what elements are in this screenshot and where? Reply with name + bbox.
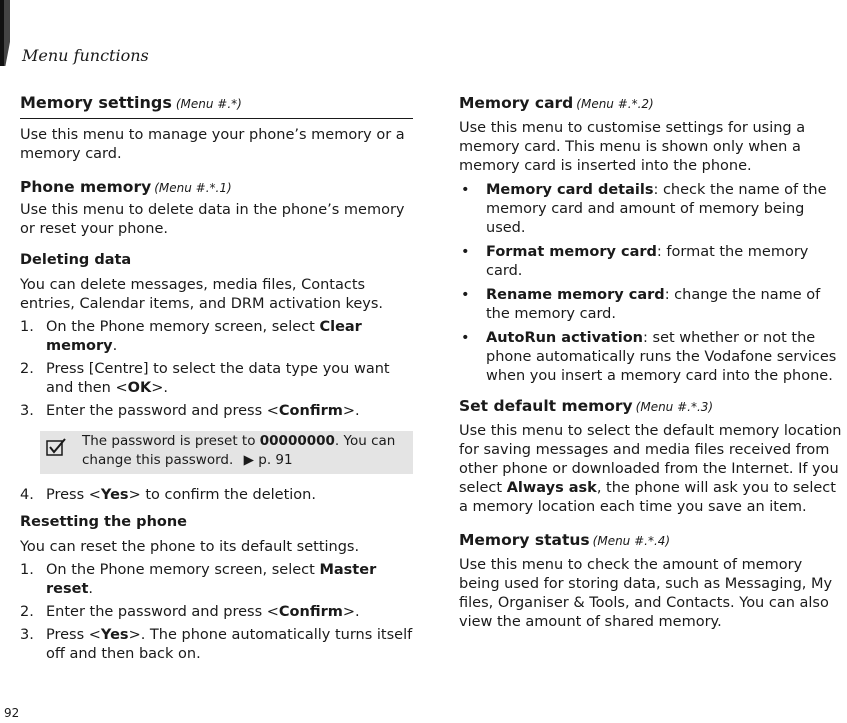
heading-resetting-phone: Resetting the phone [20, 514, 188, 530]
list-item: 4. Press <Yes> to confirm the deletion. [20, 487, 316, 503]
deleting-intro: You can delete messages, media files, Contacts entries, Calendar items, and DRM activation keys. [20, 277, 384, 312]
resetting-intro: You can reset the phone to its default settings. [20, 539, 360, 555]
resetting-steps [20, 561, 413, 664]
heading-set-default-memory: Set default memory (Menu #.*.3) [459, 397, 714, 415]
heading-phone-memory: Phone memory (Menu #.*.1) [20, 178, 232, 196]
list-item: 2. Press [Centre] to select the data type you want and then <OK>. [20, 361, 390, 396]
menu-code: (Menu #.*.1) [154, 181, 232, 195]
bullet-icon: • [461, 182, 470, 198]
list-item: • Format memory card: format the memory card. [461, 244, 809, 279]
list-item: 3. Press <Yes>. The phone automatically turns itself off and then back on. [20, 627, 413, 662]
right-column [459, 92, 847, 632]
heading-memory-status: Memory status (Menu #.*.4) [459, 531, 671, 549]
bullet-icon: • [461, 330, 470, 346]
memory-settings-intro: Use this menu to manage your phone’s memory or a memory card. [20, 127, 405, 162]
heading-deleting-data: Deleting data [20, 252, 132, 268]
list-item: • Rename memory card: change the name of the memory card. [461, 287, 821, 322]
list-item: 3. Enter the password and press <Confirm>. [20, 403, 360, 419]
memory-status-text: Use this menu to check the amount of memory being used for storing data, such as Messaging, My files, Organiser & Tools, and Contacts. You can also view the amount of shared memory. [459, 557, 833, 630]
list-item: 1. On the Phone memory screen, select Master reset. [20, 562, 377, 597]
page-reference: ▶ p. 91 [243, 452, 293, 468]
left-column [20, 92, 413, 668]
list-item: 2. Enter the password and press <Confirm>. [20, 604, 360, 620]
password-note: The password is preset to 00000000. You can change this password. ▶ p. 91 [40, 431, 413, 474]
section-heading-memory-settings [20, 92, 413, 119]
memory-card-options [459, 181, 847, 386]
list-item: • Memory card details: check the name of the memory card and amount of memory being used. [461, 182, 827, 236]
heading-memory-card: Memory card (Menu #.*.2) [459, 94, 654, 112]
menu-code: (Menu #.*.4) [592, 534, 671, 548]
header-accent-bar [0, 0, 18, 66]
heading-title: Memory settings [20, 93, 172, 112]
bullet-icon: • [461, 287, 470, 303]
checkmark-note-icon [46, 437, 68, 457]
menu-code: (Menu #.*.2) [576, 97, 654, 111]
bullet-icon: • [461, 244, 470, 260]
list-item: • AutoRun activation: set whether or not the phone automatically runs the Vodafone services when you insert a memory card into the phone. [461, 330, 837, 384]
running-header: Menu functions [22, 46, 149, 65]
page-number: 92 [4, 706, 20, 720]
set-default-text: Use this menu to select the default memory location for saving messages and media files received from other phone or downloaded from the Internet. If you select Always ask, the phone will ask you to select a memory location each time you save an item. [459, 423, 842, 515]
list-item: 1. On the Phone memory screen, select Clear memory. [20, 319, 362, 354]
menu-code: (Menu #.*.3) [635, 400, 714, 414]
phone-memory-intro: Use this menu to delete data in the phone’s memory or reset your phone. [20, 202, 405, 237]
deleting-steps [20, 318, 413, 421]
memory-card-intro: Use this menu to customise settings for using a memory card. This menu is shown only when a memory card is inserted into the phone. [459, 120, 806, 174]
menu-code: (Menu #.*) [175, 97, 242, 111]
